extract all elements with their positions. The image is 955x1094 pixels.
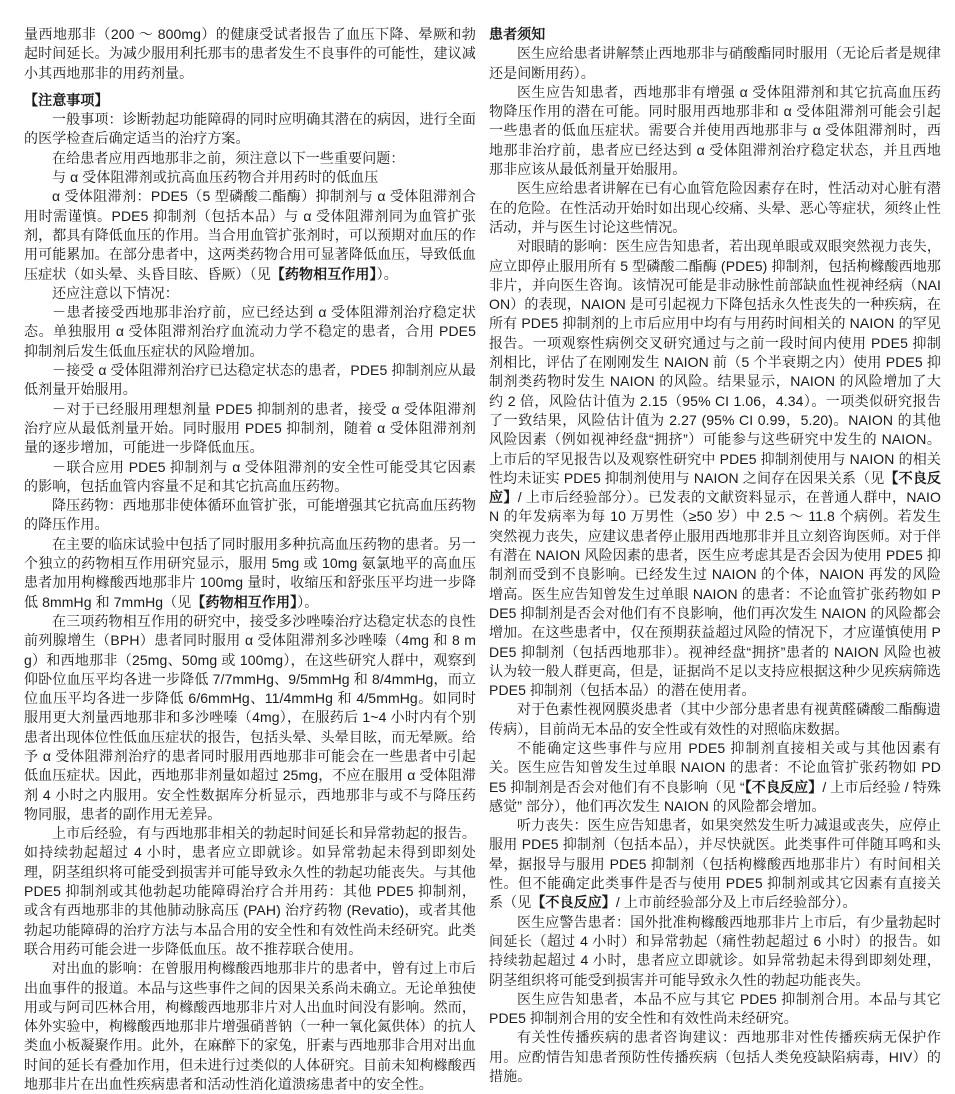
- text-segment: －患者接受西地那非治疗前，应已经达到 α 受体阻滞剂治疗稳定状态。单独服用 α 受体阻滞剂治疗血流动力学不稳定的患者，合用 PDE5 抑制剂后发生低血压症状的风险增加。: [24, 304, 476, 359]
- paragraph: [24, 496, 476, 535]
- paragraph: [24, 168, 476, 187]
- text-segment: 在给患者应用西地那非之前，须注意以下一些重要问题：: [52, 149, 405, 166]
- paragraph: [24, 824, 476, 959]
- text-segment: 医生应告知患者，本品不应与其它 PDE5 抑制剂合用。本品与其它 PDE5 抑制剂合用的安全性和有效性尚未经研究。: [489, 990, 941, 1027]
- text-segment: －联合应用 PDE5 抑制剂与 α 受体阻滞剂的安全性可能受其它因素的影响，包括血管内容量不足和其它抗高血压药物。: [24, 458, 476, 494]
- paragraph: [489, 179, 941, 237]
- text-segment: 在主要的临床试验中包括了同时服用多种抗高血压药物的患者。另一个独立的药物相互作用研究显示，服用 5mg 或 10mg 氨氯地平的高血压患者加用枸橼酸西地那非片 100mg 量时，收缩压和舒张压平均进一步降低 8mmHg 和 7mmHg（见: [24, 535, 476, 610]
- paragraph: [489, 1028, 941, 1086]
- text-segment: 与 α 受体阻滞剂或抗高血压药物合并用药时的低血压: [52, 169, 379, 186]
- paragraph: [24, 284, 476, 303]
- paragraph: [24, 110, 476, 149]
- paragraph: [24, 959, 476, 1094]
- right-column: [489, 25, 941, 1094]
- text-segment: 降压药物：西地那非使体循环血管扩张，可能增强其它抗高血压药物的降压作用。: [24, 497, 476, 533]
- paragraph: [24, 303, 476, 361]
- bold-text: 【不良反应】: [531, 894, 616, 911]
- text-segment: 量西地那非（200 ～ 800mg）的健康受试者报告了血压下降、晕厥和勃起时间延长。为减少服用利托那韦的患者发生不良事件的可能性，建议减小其西地那非的用药剂量。: [24, 26, 476, 81]
- paragraph: [489, 913, 941, 990]
- paragraph: [489, 739, 941, 816]
- paragraph: [24, 535, 476, 612]
- paragraph: [489, 237, 941, 700]
- paragraph: [24, 361, 476, 400]
- text-segment: 医生应告知患者，西地那非有增强 α 受体阻滞剂和其它抗高血压药物降压作用的潜在可能。同时服用西地那非和 α 受体阻滞剂可能会引起一些患者的低血压症状。需要合并使用西地那非与 α 受体阻滞剂时，西地那非治疗前，患者应已经达到 α 受体阻滞剂治疗稳定状态，并且西地那非应该从最低剂量开始服用。: [489, 83, 941, 178]
- paragraph: [489, 990, 941, 1029]
- text-segment: 对于色素性视网膜炎患者（其中少部分患者患有视黄醛磷酸二酯酶遗传病），目前尚无本品的安全性或有效性的对照临床数据。: [489, 701, 941, 737]
- text-segment: －对于已经服用理想剂量 PDE5 抑制剂的患者，接受 α 受体阻滞剂治疗应从最低剂量开始。同时服用 PDE5 抑制剂，随着 α 受体阻滞剂剂量的逐步增加，可能进一步降低血压。: [24, 400, 476, 456]
- bold-text: 【药物相互作用】: [191, 593, 298, 610]
- bold-text: 【不良反应】: [489, 469, 941, 506]
- paragraph: [24, 612, 476, 824]
- text-segment: 医生应给患者讲解禁止西地那非与硝酸酯同时服用（无论后者是规律还是间断用药）。: [489, 45, 941, 81]
- left-column: [24, 25, 476, 1094]
- text-segment: / 上市后经验 / 特殊感觉” 部分），他们再次发生 NAION 的风险都会增加。: [489, 778, 941, 814]
- text-segment: ）。: [376, 265, 398, 282]
- text-segment: ）。: [297, 593, 319, 610]
- section-heading: [24, 91, 476, 110]
- paragraph: [24, 149, 476, 168]
- text-segment: －接受 α 受体阻滞剂治疗已达稳定状态的患者，PDE5 抑制剂应从最低剂量开始服用。: [24, 362, 476, 398]
- paragraph: [489, 700, 941, 739]
- text-segment: 医生应给患者讲解在已有心血管危险因素存在时，性活动对心脏有潜在的危险。在性活动开始时如出现心绞痛、头晕、恶心等症状，须终止性活动，并与医生讨论这些情况。: [489, 180, 941, 235]
- text-segment: / 上市后经验部分）。已发表的文献资料显示，在普通人群中，NAION 的年发病率为每 10 万男性（≥50 岁）中 2.5 ～ 11.8 个病例。若发生突然视力丧失，应建议患者停止服用西地那非并且立刻咨询医师。对于伴有潜在 NAION 风险因素的患者，医生应考虑其是否会因为使用 PDE5 抑制剂而受到不良影响。已经发生过 NAION 的个体，NAION 再发的风险增高。医生应告知曾发生过单眼 NAION 的患者：不论血管扩张药物如 PDE5 抑制剂是否会对他们有不良影响，他们再次发生 NAION 的风险都会增加。在这些患者中，仅在预期获益超过风险的情况下，才应谨慎使用 PDE5 抑制剂（包括西地那非）。视神经盘“拥挤”患者的 NAION 风险也被认为较一般人群更高，但是，证据尚不足以支持应根据这种少见疾病筛选 PDE5 抑制剂（包括本品）的潜在使用者。: [489, 489, 941, 699]
- text-segment: 一般事项：诊断勃起功能障碍的同时应明确其潜在的病因，进行全面的医学检查后确定适当的治疗方案。: [24, 111, 476, 147]
- paragraph: [24, 400, 476, 458]
- text-segment: 对眼睛的影响：医生应告知患者，若出现单眼或双眼突然视力丧失，应立即停止服用所有 5 型磷酸二酯酶 (PDE5) 抑制剂，包括枸橼酸西地那非片，并向医生咨询。该情况可能是非动脉性前部缺血性视神经病（NAION）的表现，NAION 是可引起视力下降包括永久性丧失的一种疾病，在所有 PDE5 抑制剂的上市后应用中均有与用药时间相关的 NAION 的罕见报告。一项观察性病例交叉研究通过与之前一段时间内使用 PDE5 抑制剂相比，评估了在刚刚发生 NAION 前（5 个半衰期之内）使用 PDE5 抑制剂类药物时发生 NAION 的风险。结果显示，NAION 的风险增加了大约 2 倍，风险估计值为 2.15（95% CI 1.06，4.34）。一项类似研究报告了一致结果，风险估计值为 2.27 (95% CI 0.99，5.20)。NAION 的其他风险因素（例如视神经盘“拥挤”）可能参与这些研究中发生的 NAION。上市后的罕见报告以及观察性研究中 PDE5 抑制剂使用与 NAION 的相关性均未证实 PDE5 抑制剂使用与 NAION 之间存在因果关系（见: [489, 238, 941, 486]
- text-segment: α 受体阻滞剂：PDE5（5 型磷酸二酯酶）抑制剂与 α 受体阻滞剂合用时需谨慎。PDE5 抑制剂（包括本品）与 α 受体阻滞剂同为血管扩张剂，都具有降低血压的作用。当合用血管扩张剂时，可以预期对血压的作用可能累加。在部分患者中，这两类药物合用可显著降低血压，导致低血压症状（如头晕、头昏目眩、昏厥）（见: [24, 188, 476, 282]
- text-segment: 医生应警告患者：国外批准枸橼酸西地那非片上市后，有少量勃起时间延长（超过 4 小时）和异常勃起（痛性勃起超过 6 小时）的报告。如持续勃起超过 4 小时，患者应立即就诊。如异常勃起未得到即刻处理，阴茎组织将可能受到损害并可能导致永久性的勃起功能丧失。: [489, 913, 941, 988]
- bold-text: 【不良反应】: [744, 778, 823, 795]
- paragraph: [489, 816, 941, 912]
- column-heading: [489, 25, 941, 44]
- bold-text: 【药物相互作用】: [270, 265, 377, 282]
- paragraph: [489, 83, 941, 179]
- paragraph: [24, 458, 476, 497]
- text-segment: 在三项药物相互作用的研究中，接受多沙唑嗪治疗达稳定状态的良性前列腺增生（BPH）患者同时服用 α 受体阻滞剂多沙唑嗪（4mg 和 8 mg）和西地那非（25mg、50mg 或 100mg），在这些研究人群中，观察到仰卧位血压平均各进一步降低 7/7mmHg、9/5mmHg 和 8/4mmHg，而立位血压平均各进一步降低 6/6mmHg、11/4mmHg 和 4/5mmHg。如同时服用更大剂量西地那非和多沙唑嗪（4mg），在服药后 1~4 小时内有个别患者出现体位性低血压症状的报告，包括头晕、头晕目眩，而无晕厥。给予 α 受体阻滞剂治疗的患者同时服用西地那非可能会在一些患者中引起低血压症状。因此，西地那非剂量如超过 25mg，不应在服用 α 受体阻滞剂 4 小时之内服用。安全性数据库分析显示，西地那非与或不与降压药物同服，患者的副作用无差异。: [24, 612, 476, 822]
- paragraph: [24, 25, 476, 83]
- text-segment: 有关性传播疾病的患者咨询建议：西地那非对性传播疾病无保护作用。应酌情告知患者预防性传播疾病（包括人类免疫缺陷病毒，HIV）的措施。: [489, 1029, 941, 1085]
- bold-text: 患者须知: [489, 26, 546, 42]
- paragraph: [489, 44, 941, 83]
- text-segment: 对出血的影响：在曾服用枸橼酸西地那非片的患者中，曾有过上市后出血事件的报道。本品与这些事件之间的因果关系尚未确立。无论单独使用或与阿司匹林合用，枸橼酸西地那非片对人出血时间没有影响。然而，体外实验中，枸橼酸西地那非片增强硝普钠（一种一氧化氮供体）的抗人类血小板凝聚作用。此外，在麻醉下的家兔，肝素与西地那非合用对出血时间的延长有叠加作用，但未进行过类似的人体研究。目前未知枸橼酸西地那非片在出血性疾病患者和活动性消化道溃疡患者中的安全性。: [24, 960, 476, 1093]
- text-segment: / 上市前经验部分及上市后经验部分）。: [615, 894, 857, 911]
- text-segment: 上市后经验，有与西地那非相关的勃起时间延长和异常勃起的报告。如持续勃起超过 4 小时，患者应立即就诊。如异常勃起未得到即刻处理，阴茎组织将可能受到损害并可能导致永久性的勃起功能丧失。与其他 PDE5 抑制剂或其他勃起功能障碍治疗合并用药：其他 PDE5 抑制剂，或含有西地那非的其他肺动脉高压 (PAH) 治疗药物 (Revatio)，或者其他勃起功能障碍的治疗方法与本品合用的安全性和有效性尚未经研究。此类联合用药可能会进一步降低血压。故不推荐联合使用。: [24, 825, 476, 957]
- text-segment: 听力丧失：医生应告知患者，如果突然发生听力减退或丧失，应停止服用 PDE5 抑制剂（包括本品），并尽快就医。此类事件可伴随耳鸣和头晕，据报导与服用 PDE5 抑制剂（包括枸橼酸西地那非片）有时间相关性。但不能确定此类事件是否与使用 PDE5 抑制剂或其它因素有直接关系（见: [489, 817, 941, 911]
- bold-text: 【注意事项】: [24, 91, 109, 108]
- text-segment: 不能确定这些事件与应用 PDE5 抑制剂直接相关或与其他因素有关。医生应告知曾发生过单眼 NAION 的患者：不论血管扩张药物如 PDE5 抑制剂是否会对他们有不良影响（见 “: [489, 739, 941, 795]
- text-segment: 还应注意以下情况：: [52, 284, 179, 301]
- paragraph: [24, 187, 476, 283]
